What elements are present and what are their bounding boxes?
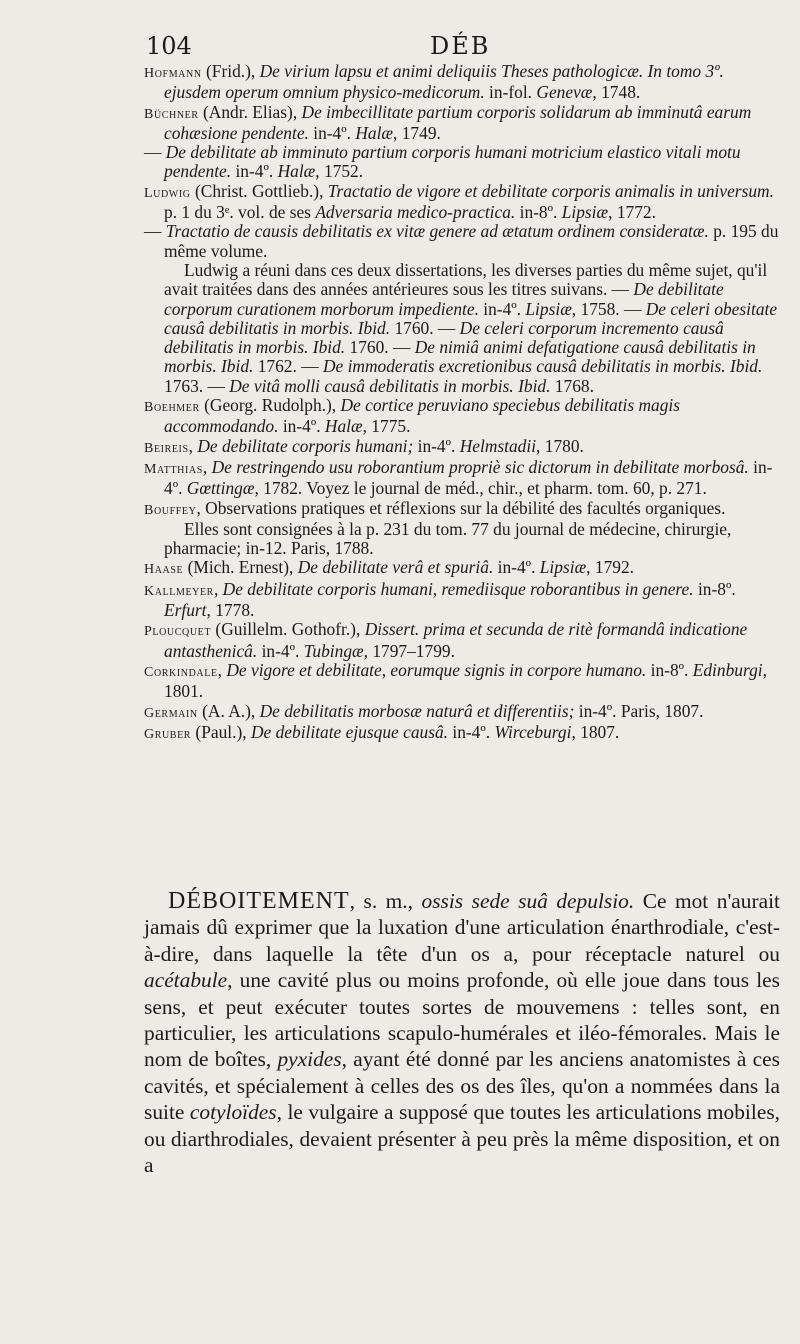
italic-title: Genevæ — [536, 82, 593, 103]
text-run: 1760. — — [390, 317, 460, 338]
text-run: p. 1 du 3ᵉ. vol. de ses — [164, 202, 316, 223]
author-name: Kallmeyer — [144, 583, 214, 599]
bibliography-entry — [144, 702, 784, 723]
italic-title: De immoderatis excretionibus causâ debilitatis in morbis. Ibid. — [322, 356, 763, 377]
italic-title: Gœttingæ — [186, 478, 255, 499]
text-run: , — [202, 456, 212, 477]
bibliography-entry — [144, 558, 784, 579]
text-run: in-8º. — [515, 202, 562, 223]
text-run: Ce mot n'aurait jamais dû exprimer que la luxation d'une articulation énarthrodiale, c'est-à-dire, dans laquelle la tête d'un os a, pour réceptacle naturel ou — [144, 889, 780, 966]
text-run: 1762. — — [253, 356, 323, 377]
italic-title: Helmstadii — [459, 435, 537, 456]
text-run: in-4º. — [413, 435, 460, 456]
italic-title: Edinburgi — [692, 659, 763, 680]
bibliography-entry — [144, 458, 784, 499]
author-name: Boehmer — [144, 400, 200, 416]
italic-title: Halæ — [324, 416, 363, 437]
text-run: (Guillelm. Gothofr.), — [211, 619, 365, 640]
italic-title: De vitâ molli causâ debilitatis in morbis. Ibid. — [229, 375, 551, 396]
author-name: Matthias — [144, 461, 203, 477]
running-head: DÉB — [430, 32, 491, 60]
text-run: 1760. — — [345, 337, 415, 358]
italic-title: De debilitate verâ et spuriâ. — [297, 557, 494, 578]
text-run: , 1758. — — [571, 298, 646, 319]
text-run: (Frid.), — [201, 61, 260, 81]
text-run: , ayant été donné par les anciens anatomistes à ces cavités, et spécialement à celles des os des îles, qu'on a nommées dans la suite — [144, 1047, 780, 1125]
note-paragraph — [144, 261, 784, 396]
text-run: , 1801. — [164, 659, 767, 702]
author-name: Ploucquet — [144, 624, 212, 640]
italic-title: De celeri obesitate causâ debilitatis in morbis. Ibid. — [164, 298, 778, 338]
bibliography-entry — [144, 103, 784, 144]
italic-title: Dissert. prima et secunda de ritè formandâ indicatione antasthenicâ. — [164, 619, 748, 661]
italic-title: De nimiâ animi defatigatione causâ debilitatis in morbis. Ibid. — [164, 337, 756, 377]
text-run: , 1807. — [571, 721, 620, 742]
text-run: in-fol. — [484, 82, 537, 103]
italic-title: Erfurt — [164, 600, 207, 621]
text-run: in-4º. Paris, 1807. — [574, 700, 704, 721]
text-run: in-4º. — [231, 161, 278, 182]
text-run: , 1792. — [586, 557, 634, 578]
italic-title: Adversaria medico-practica. — [315, 202, 516, 223]
italic-title: ossis sede suâ depulsio. — [421, 889, 635, 913]
italic-title: De debilitate corporis humani; — [197, 435, 414, 456]
text-run: in-4º. — [308, 122, 356, 143]
text-run: Elles sont consignées à la p. 231 du tom. 77 du journal de médecine, chirurgie, pharmacie; in-12. Paris, 1788. — [164, 518, 732, 559]
italic-title: De debilitatis morbosæ naturâ et differentiis; — [259, 700, 575, 721]
italic-title: De debilitate corporis humani, remediisque roborantibus in genere. — [222, 578, 694, 599]
bibliography-entry — [144, 182, 784, 223]
italic-title: Tractatio de vigore et debilitate corporis animalis in universum. — [327, 180, 774, 201]
text-run: , — [381, 659, 391, 680]
text-run: , 1797–1799. — [363, 640, 455, 661]
italic-title: Lipsiæ — [525, 298, 572, 319]
bibliography-entry — [144, 620, 784, 661]
italic-title: Tubingæ — [303, 640, 364, 661]
text-run: (Paul.), — [191, 721, 251, 742]
bibliography-entry — [144, 723, 784, 744]
author-name: Büchner — [144, 106, 199, 122]
text-run: in-4º. — [478, 298, 526, 319]
text-run: , 1782. Voyez le journal de méd., chir., et pharm. tom. 60, p. 271. — [254, 478, 707, 499]
text-run: , — [188, 435, 198, 456]
text-run: in-4º. — [257, 640, 304, 661]
author-name: Germain — [144, 705, 198, 721]
author-name: Haase — [144, 562, 184, 578]
article-paragraph — [144, 888, 780, 1178]
italic-title: Lipsiæ — [539, 557, 587, 578]
text-run: in-8º. — [693, 578, 736, 599]
author-name: Corkindale — [144, 664, 218, 680]
bibliography-entry — [144, 62, 784, 103]
text-run: in-4º. — [164, 456, 773, 499]
italic-title: acétabule — [144, 968, 228, 993]
text-run: p. 195 du même volume. — [164, 221, 779, 261]
author-name: Bouffey — [144, 502, 197, 518]
bibliography-entry — [144, 661, 784, 702]
bibliography-entry — [144, 499, 784, 520]
text-run: in-4º. — [448, 721, 495, 742]
text-run: (Georg. Rudolph.), — [199, 395, 341, 416]
italic-title: De imbecillitate partium corporis solidarum ab imminutâ earum cohæsione pendente. — [164, 101, 752, 143]
text-run: , 1752. — [315, 161, 364, 182]
bibliography-entry — [144, 580, 784, 621]
text-run: , 1775. — [362, 416, 411, 437]
text-run: , 1780. — [536, 435, 584, 456]
italic-title: De debilitate ab imminuto partium corporis humani motricium elastico vitali motu pendente. — [164, 142, 741, 182]
italic-title: De debilitate ejusque causâ. — [250, 721, 449, 742]
author-name: Beireis — [144, 440, 189, 456]
text-run: , Observations pratiques et réflexions sur la débilité des facultés organiques. — [196, 497, 726, 518]
italic-title: Wirceburgi — [494, 721, 572, 742]
text-run: , 1749. — [393, 122, 441, 143]
text-run: , 1778. — [206, 600, 255, 621]
text-run: , — [213, 578, 223, 599]
italic-title: De virium lapsu et animi deliquiis Theses pathologicæ. In tomo 3º. ejusdem operum omnium physico-medicorum. — [164, 61, 724, 103]
text-run: (Andr. Elias), — [198, 101, 302, 122]
page-header — [142, 30, 782, 64]
italic-title: cotyloïdes — [189, 1100, 277, 1125]
article-body — [144, 888, 780, 1178]
text-run: (A. A.), — [197, 700, 260, 721]
text-run: — — [144, 221, 166, 242]
text-run: , s. m., — [349, 889, 422, 913]
text-run: Ludwig a réuni dans ces deux dissertations, les diverses parties du même sujet, qu'il avait traitées dans des années antérieures sous les titres suivans. — — [164, 259, 768, 300]
italic-title: Lipsiæ — [561, 202, 609, 223]
italic-title: Tractatio de causis debilitatis ex vitæ genere ad ætatum ordinem consideratæ. — [165, 221, 709, 242]
headword: DÉBOITEMENT — [168, 888, 350, 914]
bibliography-entry — [144, 143, 784, 182]
author-name: Hofmann — [144, 66, 202, 81]
text-run: , 1772. — [608, 202, 656, 223]
text-run: , 1748. — [592, 82, 641, 103]
text-run: 1763. — — [164, 375, 230, 396]
text-run: , — [217, 659, 227, 680]
text-run: — — [144, 142, 166, 163]
bibliography-entry — [144, 222, 784, 261]
italic-title: eorumque signis in corpore humano. — [390, 659, 647, 680]
text-run: 1768. — [550, 375, 594, 396]
italic-title: De vigore et debilitate — [226, 659, 382, 680]
italic-title: De cortice peruviano speciebus debilitatis magis accommodando. — [164, 395, 681, 437]
text-run: in-4º. — [493, 557, 540, 578]
note-paragraph — [144, 520, 784, 559]
italic-title: De debilitate corporum curationem morborum impediente. — [164, 279, 724, 319]
text-run: (Mich. Ernest), — [183, 557, 298, 578]
italic-title: Halæ — [277, 161, 316, 182]
text-run: , le vulgaire a supposé que toutes les articulations mobiles, ou diarthrodiales, devaient présenter à peu près la même disposition, et on a — [144, 1100, 780, 1178]
text-run: , une cavité plus ou moins profonde, où elle joue dans tous les sens, et peut exécuter toutes sortes de mouvemens : telles sont, en particulier, les articulations scapulo-humérales et iléo-fémorales. Mais le nom de boîtes, — [144, 968, 780, 1072]
bibliography-list — [144, 62, 784, 744]
author-name: Ludwig — [144, 185, 191, 201]
bibliography-entry — [144, 437, 784, 458]
bibliography-entry — [144, 396, 784, 437]
italic-title: Halæ — [355, 122, 394, 143]
text-run: in-4º. — [278, 416, 325, 437]
text-run: in-8º. — [646, 659, 693, 680]
text-run: (Christ. Gottlieb.), — [190, 180, 328, 201]
page-number: 104 — [146, 32, 192, 60]
italic-title: De restringendo usu roborantium propriè sic dictorum in debilitate morbosâ. — [211, 456, 749, 477]
italic-title: De celeri corporum incremento causâ debilitatis in morbis. Ibid. — [164, 317, 724, 358]
author-name: Gruber — [144, 726, 192, 742]
italic-title: pyxides — [277, 1047, 342, 1072]
